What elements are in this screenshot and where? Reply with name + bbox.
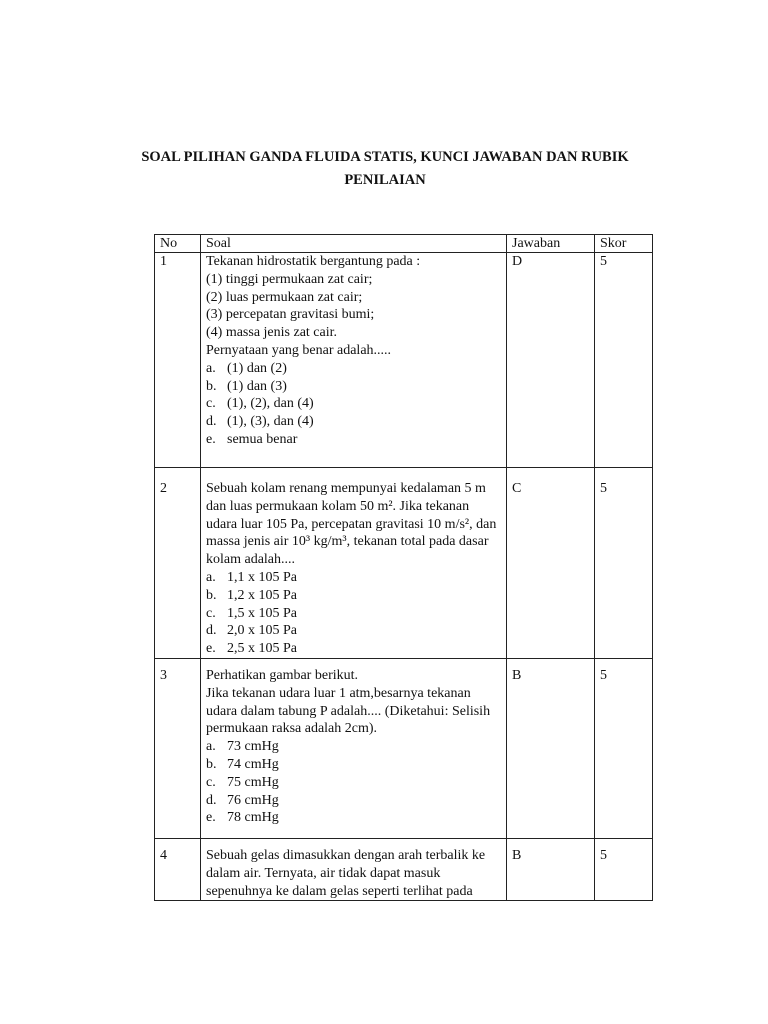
row-number: 4 <box>155 838 201 900</box>
option-text: (1) dan (2) <box>227 360 287 376</box>
option-item <box>206 395 502 413</box>
option-label: c. <box>206 774 216 790</box>
option-text: 1,5 x 105 Pa <box>227 605 297 621</box>
option-label: d. <box>206 623 217 639</box>
option-label: b. <box>206 756 217 772</box>
option-item <box>206 378 502 396</box>
option-label: b. <box>206 378 217 394</box>
option-text: 78 cmHg <box>227 810 279 826</box>
answer-key: B <box>507 838 595 900</box>
table-row <box>155 468 653 659</box>
option-item <box>206 413 502 431</box>
option-label: b. <box>206 587 217 603</box>
option-label: c. <box>206 396 216 412</box>
option-item <box>206 738 502 756</box>
question-cell <box>201 838 507 900</box>
answer-key: C <box>507 468 595 659</box>
score: 5 <box>595 253 653 468</box>
table-row <box>155 838 653 900</box>
statement-item: (1) tinggi permukaan zat cair; <box>206 271 373 287</box>
header-jawaban: Jawaban <box>507 235 595 253</box>
score: 5 <box>595 838 653 900</box>
option-item <box>206 756 502 774</box>
option-label: d. <box>206 414 217 430</box>
title-line-1: SOAL PILIHAN GANDA FLUIDA STATIS, KUNCI JAWABAN DAN RUBIK <box>141 149 629 165</box>
option-item <box>206 569 502 587</box>
question-text: Sebuah gelas dimasukkan dengan arah terbalik ke dalam air. Ternyata, air tidak dapat masuk sepenuhnya ke dalam gelas seperti terlihat pada <box>206 847 486 899</box>
option-item <box>206 774 502 792</box>
option-label: d. <box>206 792 217 808</box>
option-label: e. <box>206 810 216 826</box>
header-skor: Skor <box>595 235 653 253</box>
option-text: 73 cmHg <box>227 739 279 755</box>
question-text: Jika tekanan udara luar 1 atm,besarnya tekanan udara dalam tabung P adalah.... (Diketahui: Selisih permukaan raksa adalah 2cm). <box>206 685 491 737</box>
score: 5 <box>595 468 653 659</box>
score: 5 <box>595 658 653 838</box>
answer-options <box>206 738 502 827</box>
option-label: c. <box>206 605 216 621</box>
option-item <box>206 431 502 449</box>
answer-options <box>206 569 502 658</box>
option-text: 75 cmHg <box>227 774 279 790</box>
header-no: No <box>155 235 201 253</box>
option-label: e. <box>206 431 216 447</box>
option-text: 2,5 x 105 Pa <box>227 641 297 657</box>
option-text: 1,1 x 105 Pa <box>227 569 297 585</box>
option-text: semua benar <box>227 431 298 447</box>
option-item <box>206 360 502 378</box>
option-item <box>206 640 502 658</box>
row-number: 2 <box>155 468 201 659</box>
answer-key: D <box>507 253 595 468</box>
option-item <box>206 587 502 605</box>
option-label: a. <box>206 569 216 585</box>
option-item <box>206 792 502 810</box>
option-item <box>206 622 502 640</box>
option-text: 1,2 x 105 Pa <box>227 587 297 603</box>
option-text: 76 cmHg <box>227 792 279 808</box>
option-item <box>206 605 502 623</box>
question-cell <box>201 468 507 659</box>
document-title <box>120 146 650 192</box>
option-label: a. <box>206 360 216 376</box>
table-row <box>155 253 653 468</box>
statement-item: (2) luas permukaan zat cair; <box>206 289 363 305</box>
table-header-row <box>155 235 653 253</box>
option-text: 2,0 x 105 Pa <box>227 623 297 639</box>
option-text: 74 cmHg <box>227 756 279 772</box>
option-text: (1), (2), dan (4) <box>227 396 314 412</box>
row-number: 3 <box>155 658 201 838</box>
question-prompt: Pernyataan yang benar adalah..... <box>206 342 392 358</box>
answer-key: B <box>507 658 595 838</box>
header-soal: Soal <box>201 235 507 253</box>
question-cell <box>201 658 507 838</box>
question-intro: Perhatikan gambar berikut. <box>206 667 359 683</box>
statement-item: (4) massa jenis zat cair. <box>206 325 338 341</box>
option-label: e. <box>206 641 216 657</box>
option-item <box>206 809 502 827</box>
row-number: 1 <box>155 253 201 468</box>
option-text: (1) dan (3) <box>227 378 287 394</box>
question-cell <box>201 253 507 468</box>
question-text: Tekanan hidrostatik bergantung pada : <box>206 254 421 269</box>
answer-options <box>206 360 502 449</box>
table-row <box>155 658 653 838</box>
title-line-2: PENILAIAN <box>344 172 426 188</box>
question-table <box>154 234 653 901</box>
option-text: (1), (3), dan (4) <box>227 414 314 430</box>
option-label: a. <box>206 739 216 755</box>
statement-item: (3) percepatan gravitasi bumi; <box>206 307 375 323</box>
question-text: Sebuah kolam renang mempunyai kedalaman 5 m dan luas permukaan kolam 50 m². Jika tekanan udara luar 105 Pa, percepatan gravitasi 10 m/s², dan massa jenis air 10³ kg/m³, tekanan total pada dasar kolam adalah.... <box>206 481 497 568</box>
